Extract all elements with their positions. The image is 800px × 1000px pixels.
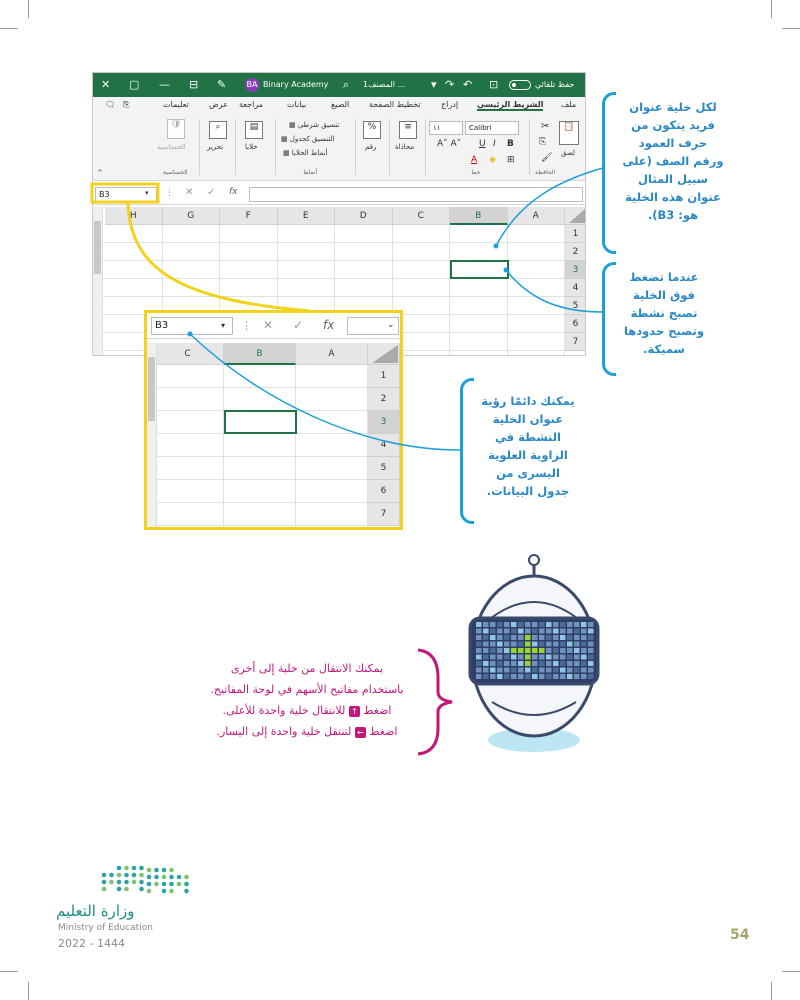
- sensitivity-label[interactable]: الحساسية: [157, 143, 186, 151]
- font-size-select[interactable]: ١١: [429, 121, 463, 135]
- sensitivity-icon[interactable]: 🛡: [167, 119, 185, 139]
- cond-format-button[interactable]: ▦ تنسيق شرطي: [289, 121, 340, 129]
- save-icon[interactable]: ⊡: [489, 78, 499, 91]
- redo-icon[interactable]: ↷: [445, 78, 455, 91]
- column-header-C[interactable]: C: [393, 207, 451, 225]
- zoom-row-header-3[interactable]: 3: [368, 411, 400, 434]
- vertical-scrollbar[interactable]: [93, 207, 103, 356]
- zoom-vertical-scrollbar[interactable]: [147, 343, 157, 527]
- zoom-dropdown-icon[interactable]: ▾: [221, 321, 226, 330]
- crop-mark: [771, 982, 772, 1000]
- row-header-1[interactable]: 1: [565, 225, 586, 243]
- year-label: 2022 - 1444: [58, 937, 125, 950]
- row-header-2[interactable]: 2: [565, 243, 586, 261]
- font-name-select[interactable]: Calibri: [465, 121, 519, 135]
- enter-icon[interactable]: ✓: [207, 187, 216, 198]
- crop-mark: [782, 28, 800, 29]
- crop-mark: [771, 0, 772, 18]
- gridline: [93, 296, 565, 297]
- crop-mark: [782, 971, 800, 972]
- zoom-row-header-1[interactable]: 1: [368, 365, 400, 388]
- formula-bar: [93, 183, 586, 205]
- ribbon-tabs: [93, 97, 586, 115]
- close-icon[interactable]: ✕: [101, 78, 111, 91]
- cut-icon[interactable]: ✂: [541, 121, 550, 132]
- underline-icon[interactable]: U: [479, 139, 486, 149]
- column-header-G[interactable]: G: [163, 207, 221, 225]
- user-name[interactable]: Binary Academy: [263, 80, 329, 89]
- zoom-row-header-2[interactable]: 2: [368, 388, 400, 411]
- customize-chevron-icon[interactable]: ▾: [431, 78, 437, 91]
- undo-icon[interactable]: ↶: [463, 78, 473, 91]
- row-header-7[interactable]: 7: [565, 333, 586, 351]
- gridline: [147, 479, 368, 480]
- row-header-4[interactable]: 4: [565, 279, 586, 297]
- zoom-worksheet-grid[interactable]: [147, 343, 400, 527]
- callout-name-box: يمكنك دائمًا رؤية عنوان الخلية النشطة في الزاوية العلوية اليسرى من جدول البيانات.: [481, 394, 575, 498]
- crop-mark: [28, 982, 29, 1000]
- zoom-more-icon: ⋮: [241, 319, 252, 332]
- borders-icon[interactable]: ⊞: [507, 155, 515, 165]
- gridline: [449, 225, 450, 356]
- search-icon[interactable]: ⌕: [343, 78, 350, 91]
- zoom-select-all-corner[interactable]: [368, 343, 400, 365]
- zoom-column-header-B[interactable]: B: [224, 343, 296, 365]
- percent-icon[interactable]: %: [363, 121, 381, 139]
- name-box[interactable]: B3: [95, 187, 157, 202]
- file-name: المصنف1 ...: [363, 80, 406, 89]
- row-header-3[interactable]: 3: [565, 261, 586, 279]
- title-bar: [93, 73, 586, 97]
- font-color-icon[interactable]: A: [471, 155, 478, 165]
- comments-icon[interactable]: ⎘: [123, 100, 130, 109]
- column-header-H[interactable]: H: [105, 207, 163, 225]
- zoom-active-cell[interactable]: [224, 410, 297, 434]
- fill-color-icon[interactable]: ◈: [489, 155, 496, 165]
- zoom-formula-bar: [147, 313, 400, 339]
- gridline: [93, 242, 565, 243]
- robot-illustration: [462, 552, 612, 766]
- cancel-icon[interactable]: ✕: [185, 187, 194, 198]
- zoom-row-header-6[interactable]: 6: [368, 480, 400, 503]
- bold-icon[interactable]: B: [507, 139, 514, 149]
- editing-label[interactable]: تحرير: [207, 143, 224, 151]
- search-editing-icon[interactable]: ⌕: [209, 121, 227, 139]
- zoom-expand-icon[interactable]: ⌄: [387, 320, 395, 330]
- cells-icon[interactable]: ▤: [245, 121, 263, 139]
- align-label[interactable]: محاذاة: [395, 143, 415, 151]
- tab-insert[interactable]: إدراج: [441, 100, 459, 109]
- font-grow-icon[interactable]: A˄ A˅: [437, 139, 462, 149]
- number-label[interactable]: رقم: [365, 143, 377, 151]
- column-header-D[interactable]: D: [335, 207, 393, 225]
- zoom-enter-icon[interactable]: ✓: [293, 318, 304, 332]
- tab-view[interactable]: عرض: [209, 100, 228, 109]
- row-header-6[interactable]: 6: [565, 315, 586, 333]
- arrow-keys-tip: يمكنك الانتقال من خلية إلى أخرى باستخدام مفاتيح الأسهم في لوحة المفاتيح. اضغط ↑ للانتقال خلية واحدة للأعلى. اضغط ← لتنتقل خلية واحدة إلى اليسار.: [210, 662, 404, 738]
- autosave-toggle[interactable]: [509, 80, 531, 90]
- zoom-cancel-icon[interactable]: ✕: [263, 318, 274, 332]
- tab-home[interactable]: الشريط الرئيسي: [477, 100, 544, 109]
- left-arrow-key-icon: ←: [355, 727, 366, 738]
- crop-mark: [0, 28, 18, 29]
- tip-brace: [416, 648, 456, 756]
- column-header-E[interactable]: E: [278, 207, 336, 225]
- callout-cell-address: لكل خلية عنوان فريد يتكون من حرف العمود ورقم الصف (على سبيل المثال عنوان هذه الخلية هو: B3).: [622, 100, 724, 222]
- align-icon[interactable]: ≡: [399, 121, 417, 139]
- share-icon[interactable]: 🗨: [105, 100, 116, 109]
- gridline: [147, 387, 368, 388]
- tab-help[interactable]: تعليمات: [163, 100, 189, 109]
- up-arrow-key-icon: ↑: [349, 706, 360, 717]
- group-font: خط: [471, 169, 481, 176]
- tab-page-layout[interactable]: تخطيط الصفحة: [369, 100, 421, 109]
- italic-icon[interactable]: I: [493, 139, 496, 149]
- cells-label[interactable]: خلايا: [245, 143, 258, 151]
- name-box-dropdown-icon[interactable]: ▾: [145, 189, 149, 197]
- callout-active-cell: عندما تضغط فوق الخلية تصبح نشطة وتصبح حدودها سميكة.: [623, 270, 705, 356]
- zoom-inset: [144, 310, 403, 530]
- pen-icon[interactable]: ✎: [217, 78, 227, 91]
- group-styles: أنماط: [303, 169, 318, 176]
- zoom-name-box[interactable]: B3: [151, 317, 233, 335]
- tab-data[interactable]: بيانات: [287, 100, 307, 109]
- collapse-ribbon-icon[interactable]: ^: [97, 169, 103, 177]
- column-header-B[interactable]: B: [450, 207, 508, 225]
- maximize-icon[interactable]: ▢: [129, 78, 140, 91]
- ribbon-display-icon[interactable]: ⊟: [189, 78, 199, 91]
- avatar[interactable]: BA: [245, 78, 259, 92]
- zoom-row-header-4[interactable]: 4: [368, 434, 400, 457]
- minimize-icon[interactable]: —: [159, 78, 170, 91]
- active-cell[interactable]: [450, 260, 509, 279]
- zoom-insert-function-icon[interactable]: fx: [323, 318, 335, 332]
- tab-file[interactable]: ملف: [561, 100, 577, 109]
- paste-icon[interactable]: 📋: [559, 121, 579, 145]
- zoom-row-header-7[interactable]: 7: [368, 503, 400, 526]
- format-table-button[interactable]: ▦ التنسيق كجدول: [281, 135, 335, 143]
- format-painter-icon[interactable]: 🖌: [541, 153, 553, 163]
- gridline: [147, 525, 368, 526]
- zoom-column-header-C[interactable]: C: [152, 343, 224, 365]
- group-sensitivity: الحساسية: [163, 169, 188, 176]
- gridline: [507, 225, 508, 356]
- ministry-name-ar: وزارة التعليم: [56, 902, 135, 920]
- crop-mark: [0, 971, 18, 972]
- row-header-5[interactable]: 5: [565, 297, 586, 315]
- cell-styles-button[interactable]: ▦ أنماط الخلايا: [283, 149, 328, 157]
- autosave-label: حفظ تلقائي: [535, 80, 575, 89]
- gridline: [147, 502, 368, 503]
- tab-review[interactable]: مراجعة: [239, 100, 264, 109]
- crop-mark: [28, 0, 29, 18]
- select-all-corner[interactable]: [565, 207, 586, 225]
- zoom-row-header-5[interactable]: 5: [368, 457, 400, 480]
- column-header-A[interactable]: A: [508, 207, 566, 225]
- insert-function-icon[interactable]: fx: [229, 187, 238, 197]
- gridline: [147, 456, 368, 457]
- zoom-column-header-A[interactable]: A: [296, 343, 368, 365]
- tab-formulas[interactable]: الصيغ: [331, 100, 350, 109]
- group-clipboard: الحافظة: [535, 169, 556, 176]
- ministry-logo-icon: [98, 862, 194, 898]
- copy-icon[interactable]: ⎘: [539, 137, 547, 147]
- formula-input[interactable]: [249, 187, 583, 202]
- page-number: 54: [730, 927, 750, 943]
- more-icon: ⋮: [165, 188, 174, 198]
- ministry-name-en: Ministry of Education: [58, 923, 153, 933]
- paste-label: لصق: [561, 149, 576, 157]
- ribbon: [93, 115, 586, 181]
- column-header-F[interactable]: F: [220, 207, 278, 225]
